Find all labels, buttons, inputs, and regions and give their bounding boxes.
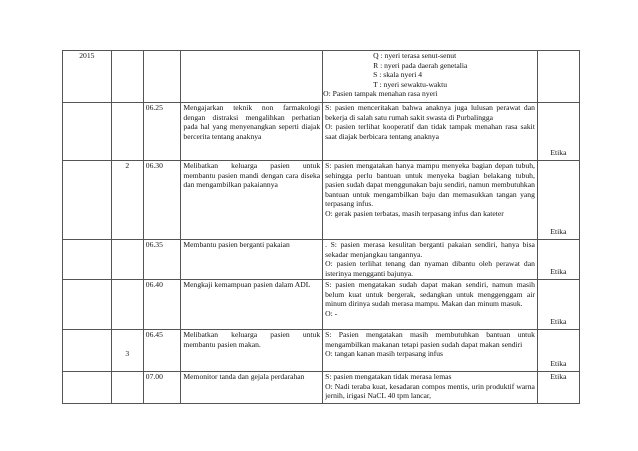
evaluation-text: S: pasien menceritakan bahwa anaknya juga lulusan perawat dan bekerja di salah satu rumah sakit swasta di Purbalingga O: pasien terlihat kooperatif dan tidak tampak menahan rasa sakit saat diajak berbicara tentang anaknya bbox=[325, 103, 535, 141]
time-cell bbox=[143, 372, 181, 404]
evaluation-line: R : nyeri pada daerah genetalia bbox=[373, 60, 468, 70]
sign-cell bbox=[537, 51, 579, 103]
evaluation-text: S: pasien mengatakan tidak merasa lemas O: Nadi teraba kuat, kesadaran compos mentis, urin produktif warna jernih, irigasi NaCL 40 tpm lancar, bbox=[325, 372, 535, 401]
sign-cell bbox=[537, 103, 579, 161]
diagnosis-number-cell bbox=[111, 240, 143, 280]
time-text: 06.40 bbox=[145, 280, 163, 289]
date-cell bbox=[63, 372, 112, 404]
signature-text: Etika bbox=[550, 148, 567, 158]
signature-text: Etika bbox=[550, 372, 567, 381]
action-cell bbox=[181, 51, 323, 103]
diagnosis-number-cell bbox=[111, 330, 143, 372]
time-cell bbox=[143, 240, 181, 280]
evaluation-cell bbox=[323, 103, 538, 161]
diagnosis-number-cell bbox=[111, 372, 143, 404]
evaluation-line: O: Pasien tampak menahan rasa nyeri bbox=[323, 89, 438, 99]
evaluation-cell bbox=[323, 161, 538, 240]
sign-cell bbox=[537, 330, 579, 372]
action-text: Melibatkan keluarga pasien untuk membantu pasien mandi dengan cara diseka dan mengambilkan pakaiannya bbox=[183, 161, 321, 190]
action-cell bbox=[181, 330, 323, 372]
time-text: 06.35 bbox=[145, 240, 163, 249]
signature-text: Etika bbox=[550, 317, 567, 327]
time-cell bbox=[143, 51, 181, 103]
sign-cell bbox=[537, 280, 579, 330]
date-cell bbox=[63, 103, 112, 161]
time-text: 07.00 bbox=[145, 372, 163, 381]
action-cell bbox=[181, 161, 323, 240]
table-row bbox=[63, 280, 580, 330]
sign-cell bbox=[537, 161, 579, 240]
evaluation-line: T : nyeri sewaktu-waktu bbox=[373, 79, 448, 89]
evaluation-line: Q : nyeri terasa senut-senut bbox=[373, 51, 457, 60]
action-cell bbox=[181, 280, 323, 330]
evaluation-text: . S: pasien merasa kesulitan berganti pakaian sendiri, hanya bisa sekadar menjangkau tangannya. O: pasien terlihat tenang dan nyaman dibantu oleh perawat dan isterinya mengganti bajunya. bbox=[325, 240, 535, 278]
table-row bbox=[63, 103, 580, 161]
diagnosis-number: 2 bbox=[125, 161, 130, 170]
time-cell bbox=[143, 280, 181, 330]
signature-text: Etika bbox=[550, 359, 567, 369]
evaluation-text: S: Pasien mengatakan masih membutuhkan bantuan untuk mengambilkan makanan tetapi pasien sudah dapat makan sendiri O: tangan kanan masih terpasang infus bbox=[325, 330, 535, 359]
action-cell bbox=[181, 103, 323, 161]
evaluation-line: S : skala nyeri 4 bbox=[373, 70, 423, 80]
time-text: 06.30 bbox=[145, 161, 163, 170]
action-text: Melibatkan keluarga pasien untuk membantu pasien makan. bbox=[183, 330, 321, 349]
evaluation-cell bbox=[323, 372, 538, 404]
time-text: 06.25 bbox=[145, 103, 163, 112]
time-cell bbox=[143, 330, 181, 372]
signature-text: Etika bbox=[550, 267, 567, 277]
evaluation-text: S: pasien mengatakan hanya mampu menyeka bagian depan tubuh, sehingga perlu bantuan untuk menyeka bagian belakang tubuh, pasien sudah dapat menggunakan baju sendiri, namun membutuhkan bantuan untuk mengambilkan baju dan memasukkan tangan yang terpasang infus. O: gerak pasien terbatas, masih terpasang infus dan kateter bbox=[325, 161, 535, 218]
date-cell bbox=[63, 240, 112, 280]
sign-cell bbox=[537, 240, 579, 280]
evaluation-text: S: pasien mengatakan sudah dapat makan sendiri, namun masih belum kuat untuk bergerak, sedangkan untuk menggenggam air minum dirinya sudah merasa mampu. Makan dan minum masuk. O: - bbox=[325, 280, 535, 318]
diagnosis-number-cell bbox=[111, 51, 143, 103]
evaluation-cell bbox=[323, 51, 538, 103]
sign-cell bbox=[537, 372, 579, 404]
nursing-implementation-table bbox=[62, 50, 580, 404]
action-text: Mengkaji kemampuan pasien dalam ADL bbox=[183, 280, 311, 289]
table-row bbox=[63, 240, 580, 280]
diagnosis-number: 3 bbox=[125, 349, 130, 359]
date-cell bbox=[63, 161, 112, 240]
table-row bbox=[63, 51, 580, 103]
time-cell bbox=[143, 103, 181, 161]
time-text: 06.45 bbox=[145, 330, 163, 339]
action-cell bbox=[181, 240, 323, 280]
time-cell bbox=[143, 161, 181, 240]
evaluation-cell bbox=[323, 280, 538, 330]
diagnosis-number-cell bbox=[111, 103, 143, 161]
year-text: 2015 bbox=[79, 51, 95, 60]
action-cell bbox=[181, 372, 323, 404]
date-cell bbox=[63, 51, 112, 103]
evaluation-cell bbox=[323, 240, 538, 280]
diagnosis-number-cell bbox=[111, 280, 143, 330]
date-cell bbox=[63, 280, 112, 330]
signature-text: Etika bbox=[550, 227, 567, 237]
evaluation-cell bbox=[323, 330, 538, 372]
table-row bbox=[63, 161, 580, 240]
action-text: Memonitor tanda dan gejala perdarahan bbox=[183, 372, 305, 381]
date-cell bbox=[63, 330, 112, 372]
table-row bbox=[63, 330, 580, 372]
action-text: Mengajarkan teknik non farmakologi dengan distraksi mengalihkan perhatian pada hal yang menyenangkan seperti diajak bercerita tentang anaknya bbox=[183, 103, 321, 141]
action-text: Membantu pasien berganti pakaian bbox=[183, 240, 290, 249]
table-row bbox=[63, 372, 580, 404]
diagnosis-number-cell bbox=[111, 161, 143, 240]
